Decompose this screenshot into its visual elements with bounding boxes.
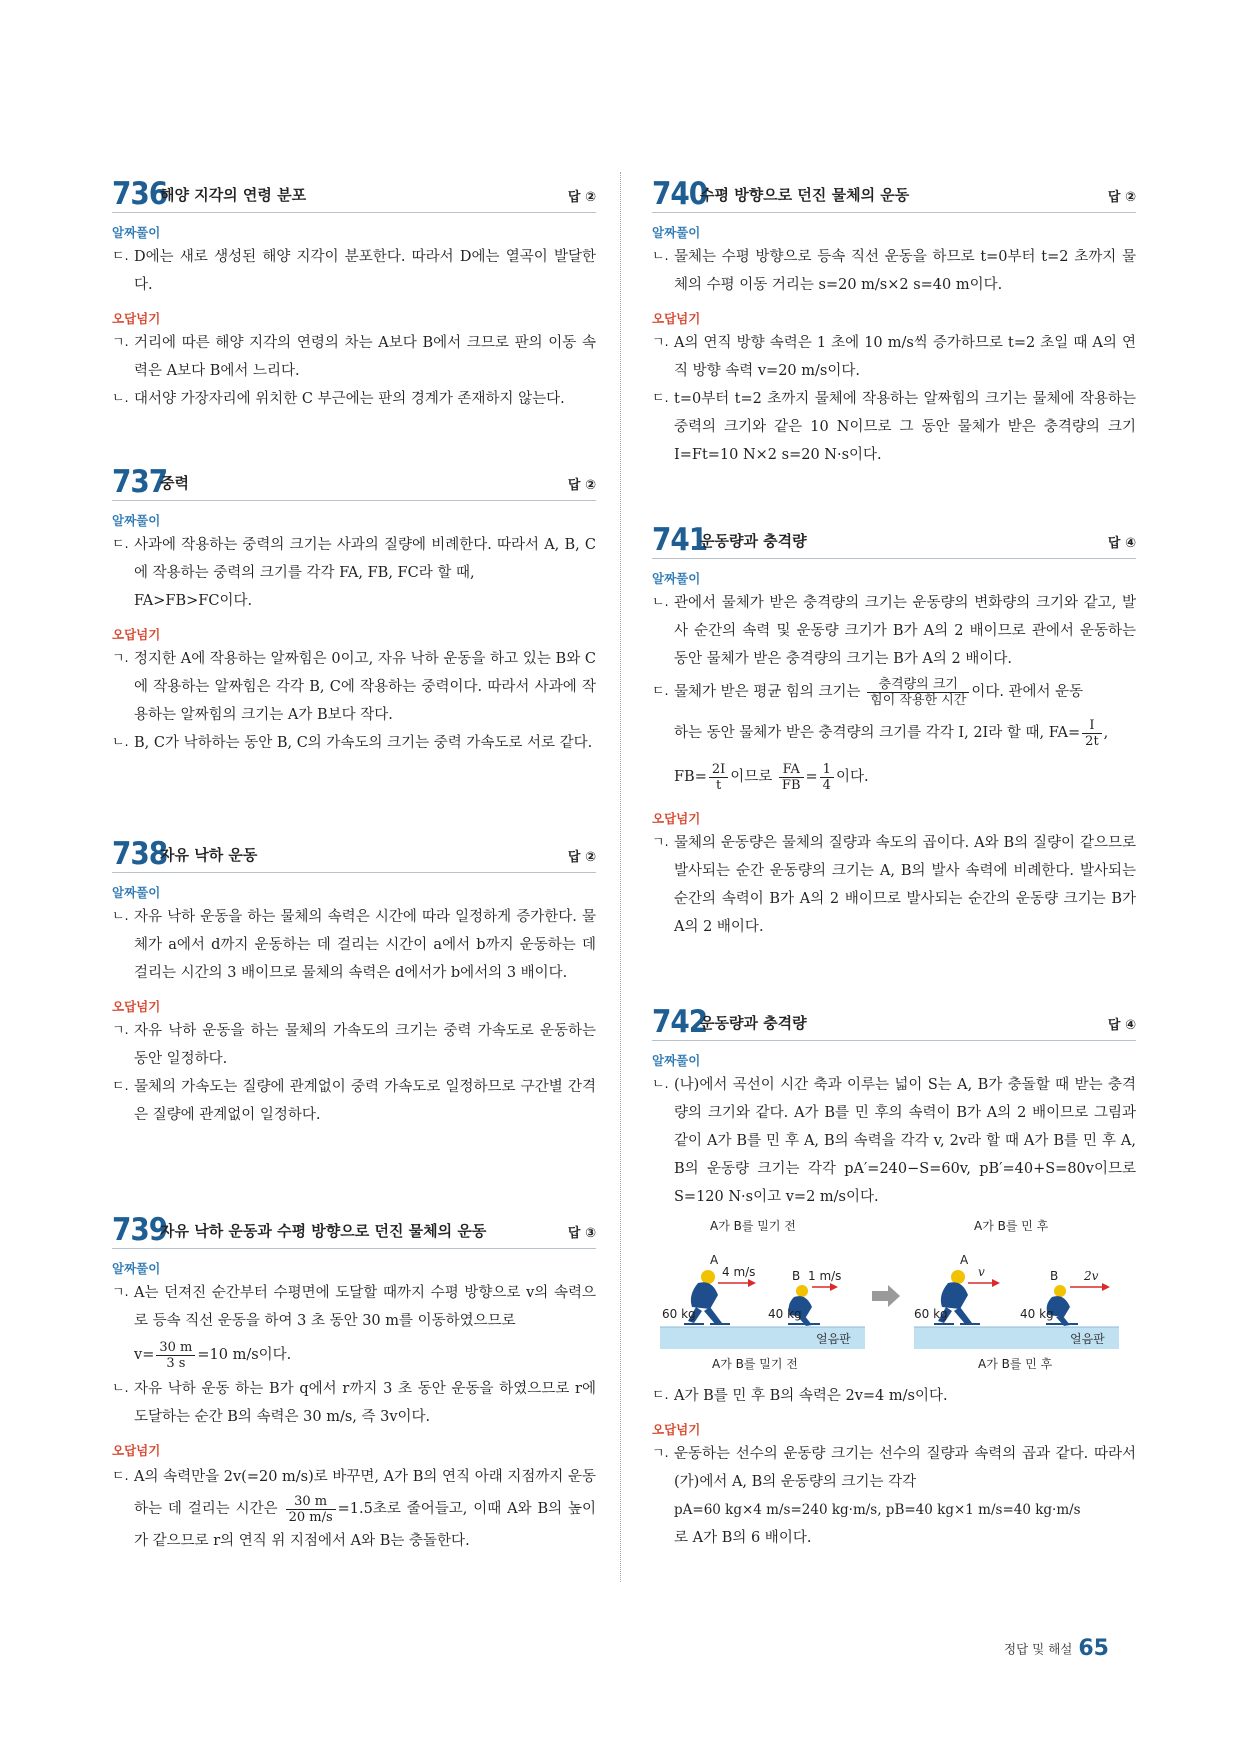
- fraction: [1082, 718, 1102, 749]
- problem-number: 737: [112, 464, 168, 500]
- label-a: A: [960, 1253, 969, 1267]
- answer-label: 답 ②: [1107, 190, 1136, 205]
- answer-label: 답 ②: [567, 190, 596, 205]
- velocity-arrow: [968, 1279, 1000, 1287]
- item-text: 물체는 수평 방향으로 등속 직선 운동을 하므로 t=0부터 t=2 초까지 물체의 수평 이동 거리는 s=20 m/s×2 s=40 m이다.: [674, 249, 1136, 293]
- item-marker: ㄷ.: [112, 537, 129, 552]
- fraction-numerator: 30 m: [286, 1494, 336, 1510]
- fraction-numerator: FA: [779, 762, 804, 778]
- fraction: [156, 1340, 195, 1371]
- velocity-arrow: [718, 1279, 756, 1287]
- item-text: t=0부터 t=2 초까지 물체에 작용하는 알짜힘의 크기는 물체에 작용하는 중력의 크기와 같은 10 N이므로 그 동안 물체가 받은 충격량의 크기 I=Ft=10 N×2 s=20 N·s이다.: [674, 391, 1136, 463]
- item-text: 자유 낙하 운동을 하는 물체의 가속도의 크기는 중력 가속도로 운동하는 동안 일정하다.: [134, 1023, 596, 1067]
- figure-title-after: A가 B를 민 후: [974, 1219, 1049, 1233]
- fraction-denominator: 힘이 작용한 시간: [870, 692, 967, 708]
- item-text: A가 B를 민 후 B의 속력은 2v=4 m/s이다.: [674, 1388, 948, 1404]
- problem-header: [112, 832, 596, 873]
- answer-label: 답 ④: [1107, 536, 1136, 551]
- fraction-numerator: 30 m: [156, 1340, 195, 1356]
- problem-742: [652, 1000, 1136, 1552]
- problem-title: 운동량과 충격량: [700, 1014, 807, 1032]
- item-text: 자유 낙하 운동 하는 B가 q에서 r까지 3 초 동안 운동을 하였으므로 r에 도달하는 순간 B의 속력은 30 m/s, 즉 3v이다.: [134, 1381, 596, 1425]
- problem-number: 741: [652, 522, 708, 558]
- fraction-denominator: 3 s: [166, 1355, 186, 1371]
- label-b: B: [1050, 1269, 1059, 1283]
- eq-suffix: =10 m/s이다.: [197, 1347, 292, 1363]
- item-marker: ㄴ.: [652, 595, 669, 610]
- item-marker: ㄴ.: [112, 909, 129, 924]
- section-label-solution: 알짜풀이: [112, 225, 161, 240]
- section-label-wrong: 오답넘기: [112, 311, 161, 326]
- problem-title: 중력: [160, 474, 189, 492]
- item-text: 운동하는 선수의 운동량 크기는 선수의 질량과 속력의 곱과 같다. 따라서 (가)에서 A, B의 운동량의 크기는 각각: [674, 1446, 1136, 1490]
- item-marker: ㄷ.: [652, 391, 669, 406]
- solution-item: [652, 243, 1136, 299]
- eq-prefix: v=: [134, 1347, 155, 1363]
- section-label-solution: 알짜풀이: [652, 1053, 701, 1068]
- item-text: A는 던져진 순간부터 수평면에 도달할 때까지 수평 방향으로 v의 속력으로 등속 직선 운동을 하여 3 초 동안 30 m를 이동하였으므로: [134, 1285, 596, 1329]
- section-label-solution: 알짜풀이: [652, 225, 701, 240]
- problem-number: 740: [652, 176, 708, 212]
- item-marker: ㄴ.: [652, 249, 669, 264]
- fraction-denominator: 4: [822, 777, 831, 793]
- transition-arrow-icon: [872, 1285, 900, 1307]
- mass-a: 60 kg: [662, 1307, 696, 1321]
- item-marker: ㄱ.: [112, 335, 129, 350]
- wrong-item: [112, 1461, 596, 1557]
- fraction: [867, 677, 969, 708]
- problem-title: 자유 낙하 운동: [160, 846, 258, 864]
- equation: FA>FB>FC이다.: [134, 593, 253, 609]
- item-marker: ㄴ.: [112, 1381, 129, 1396]
- problem-736: [112, 172, 596, 413]
- item-text: 자유 낙하 운동을 하는 물체의 속력은 시간에 따라 일정하게 증가한다. 물체가 a에서 d까지 운동하는 데 걸리는 시간이 a에서 b까지 운동하는 데 걸리는 시간의 3 배이므로 물체의 속력은 d에서가 b에서의 3 배이다.: [134, 909, 596, 981]
- figure-caption-before: A가 B를 밀기 전: [712, 1357, 798, 1371]
- answer-label: 답 ②: [567, 478, 596, 493]
- wrong-item: [112, 645, 596, 729]
- figure-title-before: A가 B를 밀기 전: [710, 1219, 796, 1233]
- item-marker: ㄱ.: [112, 651, 129, 666]
- item-text: [134, 1461, 596, 1557]
- velocity-arrow: [812, 1283, 838, 1291]
- item-marker: ㄷ.: [652, 684, 669, 699]
- problem-header: [652, 172, 1136, 213]
- problem-title: 운동량과 충격량: [700, 532, 807, 550]
- text-part: 이므로: [730, 769, 773, 785]
- ice-label: 얼음판: [816, 1332, 851, 1346]
- solution-item: [112, 243, 596, 299]
- solution-item: [652, 589, 1136, 673]
- item-marker: ㄱ.: [112, 1023, 129, 1038]
- section-label-solution: 알짜풀이: [112, 513, 161, 528]
- equation-end: 로 A가 B의 6 배이다.: [674, 1530, 812, 1546]
- item-marker: ㄱ.: [652, 835, 669, 850]
- item-marker: ㄱ.: [652, 335, 669, 350]
- fraction-numerator: I: [1082, 718, 1102, 734]
- skater-figure: [652, 1217, 1136, 1382]
- fraction-numerator: 2I: [709, 762, 728, 778]
- wrong-item: [112, 329, 596, 385]
- fraction-denominator: 2t: [1085, 733, 1099, 749]
- solution-item: [652, 1382, 1136, 1410]
- problem-741: [652, 518, 1136, 941]
- problem-header: [652, 518, 1136, 559]
- item-text: 물체의 가속도는 질량에 관계없이 중력 가속도로 일정하므로 구간별 간격은 질량에 관계없이 일정하다.: [134, 1079, 596, 1123]
- text-part: 이다. 관에서 운동: [971, 684, 1084, 700]
- item-marker: ㄱ.: [112, 1285, 129, 1300]
- wrong-item: [652, 329, 1136, 385]
- item-text: A의 연직 방향 속력은 1 초에 10 m/s씩 증가하므로 t=2 초일 때 A의 연직 방향 속력 v=20 m/s이다.: [674, 335, 1136, 379]
- text-part: =1.5초로 줄어들고, 이때 A와 B의 높이가 같으므로 r의 연직 위 지점에서 A와 B는 충돌한다.: [134, 1501, 597, 1549]
- section-label-wrong: 오답넘기: [652, 811, 701, 826]
- fraction: [779, 762, 804, 793]
- item-text: [674, 673, 1136, 711]
- problem-title: 수평 방향으로 던진 물체의 운동: [700, 186, 910, 204]
- answer-label: 답 ④: [1107, 1018, 1136, 1033]
- problem-title: 자유 낙하 운동과 수평 방향으로 던진 물체의 운동: [160, 1222, 487, 1240]
- item-text: D에는 새로 생성된 해양 지각이 분포한다. 따라서 D에는 열곡이 발달한다.: [134, 249, 596, 293]
- speed-b-before: 1 m/s: [808, 1269, 842, 1283]
- figure-caption-after: A가 B를 민 후: [978, 1357, 1053, 1371]
- section-label-wrong: 오답넘기: [112, 627, 161, 642]
- section-label-wrong: 오답넘기: [112, 999, 161, 1014]
- page-footer: [1004, 1636, 1109, 1661]
- item-marker: ㄷ.: [112, 249, 129, 264]
- equation: [112, 1335, 596, 1375]
- item-text: 거리에 따른 해양 지각의 연령의 차는 A보다 B에서 크므로 판의 이동 속력은 A보다 B에서 느리다.: [134, 335, 596, 379]
- solution-item: [112, 1279, 596, 1335]
- footer-label: 정답 및 해설: [1004, 1641, 1073, 1657]
- item-text: B, C가 낙하하는 동안 B, C의 가속도의 크기는 중력 가속도로 서로 같다.: [134, 735, 593, 751]
- velocity-arrow: [1070, 1283, 1110, 1291]
- problem-739: [112, 1208, 596, 1557]
- item-text: 관에서 물체가 받은 충격량의 크기는 운동량의 변화량의 크기와 같고, 발사 순간의 속력 및 운동량 크기가 B가 A의 2 배이므로 관에서 운동하는 동안 물체가 받은 충격량의 크기는 B가 A의 2 배이다.: [674, 595, 1136, 667]
- solution-item: [112, 903, 596, 987]
- problem-header: [112, 172, 596, 213]
- speed-a-after: v: [978, 1265, 985, 1279]
- label-b: B: [792, 1269, 801, 1283]
- mass-b: 40 kg: [1020, 1307, 1054, 1321]
- speed-a-before: 4 m/s: [722, 1265, 756, 1279]
- problem-number: 742: [652, 1004, 708, 1040]
- problem-number: 738: [112, 836, 168, 872]
- text-part: 이다.: [835, 769, 869, 785]
- fraction: [286, 1494, 336, 1525]
- item-marker: ㄱ.: [652, 1446, 669, 1461]
- problem-number: 736: [112, 176, 168, 212]
- fraction-denominator: 20 m/s: [288, 1509, 333, 1525]
- equation: [652, 755, 1136, 799]
- page-number: 65: [1078, 1636, 1109, 1661]
- item-marker: ㄴ.: [652, 1077, 669, 1092]
- problem-title: 해양 지각의 연령 분포: [160, 186, 307, 204]
- problem-738: [112, 832, 596, 1129]
- text-part: A의 속력만을 2v(=20 m/s)로 바꾸면, A가 B의 연직 아래 지점까지 운동하는 데 걸리는 시간은: [134, 1469, 596, 1517]
- problem-header: [112, 1208, 596, 1249]
- section-label-wrong: 오답넘기: [112, 1443, 161, 1458]
- fraction-denominator: FB: [781, 777, 801, 793]
- solution-item: [112, 531, 596, 587]
- text-part: 물체가 받은 평균 힘의 크기는: [674, 684, 861, 700]
- wrong-item: [652, 385, 1136, 469]
- ice-label: 얼음판: [1070, 1332, 1105, 1346]
- wrong-item: [112, 1017, 596, 1073]
- item-marker: ㄴ.: [112, 391, 129, 406]
- fraction-numerator: 1: [820, 762, 834, 778]
- problem-header: [112, 460, 596, 501]
- answer-label: 답 ②: [567, 850, 596, 865]
- section-label-solution: 알짜풀이: [112, 1261, 161, 1276]
- speed-b-after: 2v: [1084, 1269, 1099, 1283]
- item-marker: ㄷ.: [652, 1388, 669, 1403]
- equals-sign: =: [805, 769, 818, 785]
- solution-item: [652, 673, 1136, 711]
- fraction-numerator: 충격량의 크기: [867, 677, 969, 693]
- label-a: A: [710, 1253, 719, 1267]
- fraction: [820, 762, 834, 793]
- problem-number: 739: [112, 1212, 168, 1248]
- item-text: 사과에 작용하는 중력의 크기는 사과의 질량에 비례한다. 따라서 A, B, C에 작용하는 중력의 크기를 각각 FA, FB, FC라 할 때,: [134, 537, 596, 581]
- wrong-item: [652, 1440, 1136, 1496]
- section-label-wrong: 오답넘기: [652, 1422, 701, 1437]
- wrong-item: [112, 729, 596, 757]
- item-text: 물체의 운동량은 물체의 질량과 속도의 곱이다. A와 B의 질량이 같으므로 발사되는 순간 운동량의 크기는 A, B의 발사 속력에 비례한다. 발사되는 순간의 속력이 B가 A의 2 배이므로 발사되는 순간의 운동량 크기는 B가 A의 2 배이다.: [674, 835, 1136, 935]
- problem-740: [652, 172, 1136, 469]
- column-divider: [620, 172, 621, 1582]
- mass-b: 40 kg: [768, 1307, 802, 1321]
- item-text: 대서양 가장자리에 위치한 C 부근에는 판의 경계가 존재하지 않는다.: [134, 391, 565, 407]
- fraction-denominator: t: [715, 777, 722, 793]
- mass-a: 60 kg: [914, 1307, 948, 1321]
- text-part: 하는 동안 물체가 받은 충격량의 크기를 각각 I, 2I라 할 때, FA=: [674, 725, 1081, 741]
- section-label-solution: 알짜풀이: [112, 885, 161, 900]
- item-text: (나)에서 곡선이 시간 축과 이루는 넓이 S는 A, B가 충돌할 때 받는 충격량의 크기와 같다. A가 B를 민 후의 속력이 B가 A의 2 배이므로 그림과 같이 A가 B를 민 후 A, B의 속력을 각각 v, 2v라 할 때 A가 B를 민 후 A, B의 운동량 크기는 각각 pA′=240−S=60v, pB′=40+S=80v이므로 S=120 N·s이고 v=2 m/s이다.: [674, 1077, 1136, 1205]
- fraction: [709, 762, 728, 793]
- item-marker: ㄴ.: [112, 735, 129, 750]
- equation: 하는 동안 물체가 받은 충격량의 크기를 각각 I, 2I라 할 때, FA= $\frac{I}{2t}$ ,: [674, 717, 1109, 749]
- problem-header: [652, 1000, 1136, 1041]
- section-label-solution: 알짜풀이: [652, 571, 701, 586]
- solution-item: [652, 1071, 1136, 1211]
- section-label-wrong: 오답넘기: [652, 311, 701, 326]
- problem-737: [112, 460, 596, 757]
- solution-item: [112, 1375, 596, 1431]
- item-marker: ㄷ.: [112, 1079, 129, 1094]
- wrong-item: [652, 829, 1136, 941]
- equation: pA=60 kg×4 m/s=240 kg·m/s, pB=40 kg×1 m/s=40 kg·m/s: [674, 1502, 1081, 1518]
- item-text: 정지한 A에 작용하는 알짜힘은 0이고, 자유 낙하 운동을 하고 있는 B와 C에 작용하는 알짜힘은 각각 B, C에 작용하는 중력이다. 따라서 사과에 작용하는 알짜힘의 크기는 A가 B보다 작다.: [134, 651, 596, 723]
- item-marker: ㄷ.: [112, 1469, 129, 1484]
- text-part: FB=: [674, 769, 707, 785]
- answer-label: 답 ③: [567, 1226, 596, 1241]
- wrong-item: [112, 1073, 596, 1129]
- wrong-item: [112, 385, 596, 413]
